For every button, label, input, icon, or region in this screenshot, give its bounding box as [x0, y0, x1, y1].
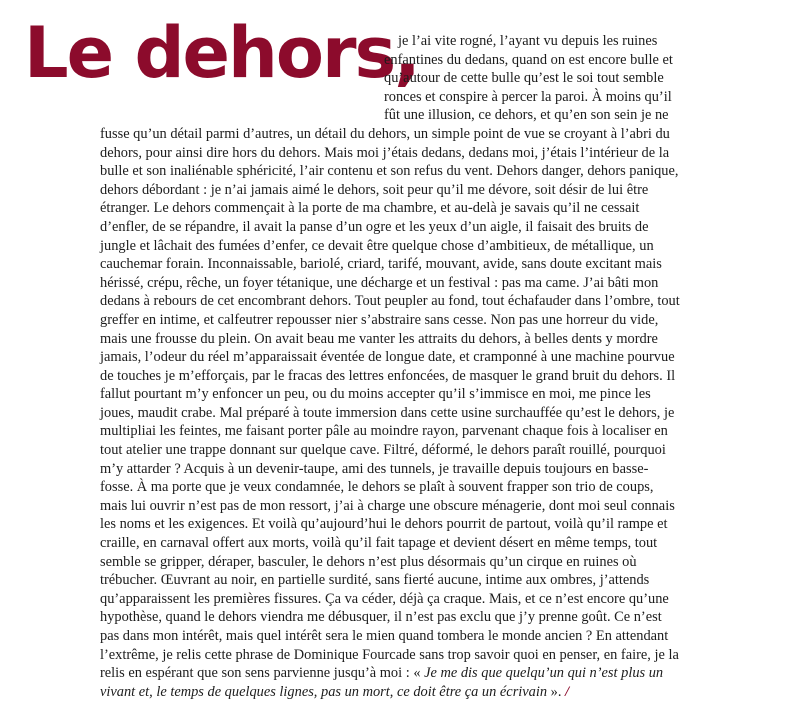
text-line: hypothèse, quand le dehors viendra me débusquer, il n’est pas exclu que j’y prenne goût. Ce n’est: [100, 609, 662, 626]
headline: Le dehors,: [24, 12, 419, 94]
text-line: qu’autour de cette bulle qu’est le soi tout semble: [384, 70, 664, 87]
text-line: pas dans mon intérêt, mais quel intérêt sera le mien quand tombera le monde ancien ? En attendant: [100, 628, 669, 644]
text-line: multipliai les feintes, me faisant porter pâle au moindre rayon, parvenant chaque fois à localiser en: [100, 423, 668, 440]
text-line: bulle et son inaliénable sphéricité, l’air contenu et son refus du vent. Dehors danger, dehors panique,: [100, 163, 679, 180]
text-line: cauchemar forain. Inconnaissable, bariolé, criard, tarifé, mouvant, avide, sans doute excitant mais: [100, 256, 662, 273]
text-line: mais lui ouvrir n’est pas de mon ressort, j’ai à charge une obscure ménagerie, dont moi seul connais: [100, 497, 675, 514]
closing-quote: ».: [547, 683, 566, 700]
quote-text: Je me dis que quelqu’un qui n’est plus un: [424, 665, 664, 682]
text-line: trébucher. Œuvrant au noir, en partielle surdité, sans fierté aucune, intime aux ombres, j’attends: [100, 572, 650, 589]
end-mark: /: [565, 683, 570, 700]
text-line: enfantines du dedans, quand on est encore bulle et: [384, 51, 673, 68]
text-line: l’extrême, je relis cette phrase de Dominique Fourcade sans trop savoir quoi en penser, en faire, je la: [100, 646, 679, 663]
text-line: je l’ai vite rogné, l’ayant vu depuis les ruines: [398, 33, 658, 49]
quote-text: vivant et, le temps de quelques lignes, pas un mort, ce doit être ça un écrivain: [100, 683, 548, 700]
text-line: m’y attarder ? Acquis à un devenir-taupe, ami des tunnels, je travaille depuis toujours en basse-: [100, 460, 649, 477]
text-line: fosse. À ma porte que je veux condamnée, le dehors se plaît à souvent frapper son trio de coups,: [100, 479, 654, 496]
text-line: dehors débordant : je n’ai jamais aimé le dehors, soit peur qu’il me dévore, soit désir de lui être: [100, 181, 649, 198]
text-line-lead: relis en espérant que son sens parvienne jusqu’à moi : «: [100, 665, 425, 682]
text-line: dehors, pour ainsi dire hors du dehors. Mais moi j’étais dedans, dedans moi, j’étais l’intérieur de la: [100, 144, 670, 161]
text-line: les noms et les exigences. Et voilà qu’aujourd’hui le dehors pourrit de partout, voilà qu’il rampe et: [100, 516, 668, 533]
text-line: greffer en intime, et calfeutrer repousser nier s’abstraire sans cesse. Non pas une horreur du vide,: [100, 311, 659, 328]
text-line: [100, 664, 700, 683]
text-line: jungle et lâchait des fumées d’enfer, ce devait être quelque chose d’ambitieux, de métallique, un: [100, 237, 654, 254]
text-line: joues, maudit crabe. Mal préparé à toute immersion dans cette usine surchauffée qu’est le dehors, je: [100, 404, 675, 421]
text-line: craille, en carnaval offert aux morts, voilà qu’il fait tapage et devient désert en même temps, tout: [100, 535, 658, 552]
text-line: jamais, l’odeur du réel m’apparaissait éventée de longue date, et cramponné à une machine pourvue: [100, 349, 675, 366]
text-line: d’enfler, de se répandre, il avait la panse d’un ogre et les yeux d’un aigle, il faisait des bruits de: [100, 218, 649, 235]
text-line: mais une frousse du plein. On avait beau me vanter les attraits du dehors, à belles dents y mordre: [100, 330, 658, 347]
text-line: [100, 683, 700, 701]
text-line: étranger. Le dehors commençait à la porte de ma chambre, et au-delà je savais qu’il ne cessait: [100, 200, 640, 217]
text-line: ronces et conspire à percer la paroi. À moins qu’il: [384, 88, 672, 105]
text-line: fusse qu’un détail parmi d’autres, un détail du dehors, un simple point de vue se croyant à l’abri du: [100, 125, 670, 142]
text-line: semble se gripper, déraper, basculer, le dehors n’est plus désormais qu’un cirque en ruines où: [100, 553, 637, 570]
text-line: de touches je m’efforçais, par le fracas des lettres enfoncées, de masquer le grand bruit du dehors. Il: [100, 367, 676, 384]
text-line: tout atelier une trappe donnant sur quelque cave. Filtré, déformé, le dehors paraît rouillé, pourquoi: [100, 442, 666, 459]
text-line: hérissé, crépu, rêche, un foyer tétanique, une décharge et un festival : pas ma came. J’ai bâti mon: [100, 274, 659, 291]
text-line: qu’apparaissent les premières fissures. Ça va céder, déjà ça craque. Mais, et ce n’est encore qu’une: [100, 590, 669, 607]
text-line: dedans à rebours de cet encombrant dehors. Tout peupler au fond, tout échafauder dans l’ombre, tout: [100, 293, 680, 310]
text-line: fallut pourtant m’y enfoncer un peu, ou du moins accepter qu’il s’immisce en moi, me pince les: [100, 386, 651, 403]
body-text: [100, 32, 700, 701]
text-line: fût une illusion, ce dehors, et qu’en son sein je ne: [384, 107, 669, 124]
